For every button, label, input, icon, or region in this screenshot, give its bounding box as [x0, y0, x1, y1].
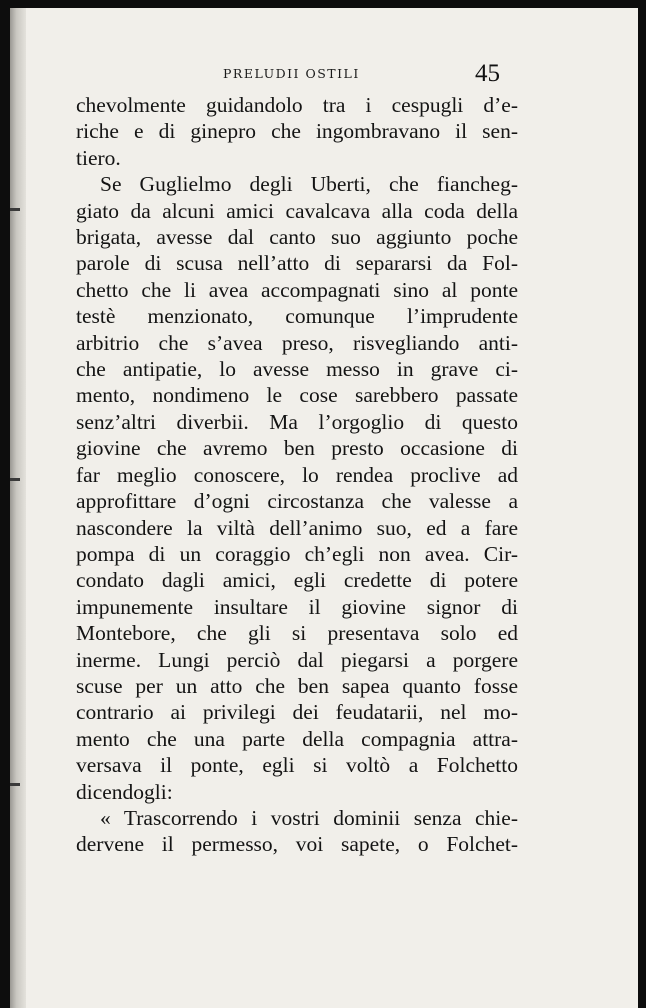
text-line: condato dagli amici, egli credette di potere — [76, 568, 518, 593]
text-line: approfittare d’ogni circostanza che valesse a — [76, 489, 518, 514]
text-line: inerme. Lungi perciò dal piegarsi a porgere — [76, 647, 518, 672]
text-line: che antipatie, lo avesse messo in grave ci- — [76, 357, 518, 382]
text-line: nascondere la viltà dell’animo suo, ed a fare — [76, 515, 518, 540]
text-line: impunemente insultare il giovine signor di — [76, 594, 518, 619]
text-line: contrario ai privilegi dei feudatarii, nel mo- — [76, 700, 518, 725]
binding-mark — [10, 208, 20, 211]
running-head: PRELUDII OSTILI — [223, 66, 360, 81]
binding-mark — [10, 478, 20, 481]
body-text — [76, 92, 518, 858]
text-line: far meglio conoscere, lo rendea proclive ad — [76, 462, 518, 487]
text-line: chevolmente guidandolo tra i cespugli d’e- — [76, 93, 518, 117]
text-line: giato da alcuni amici cavalcava alla coda della — [76, 198, 518, 223]
text-line: chetto che li avea accompagnati sino al ponte — [76, 277, 518, 302]
text-line: senz’altri diverbii. Ma l’orgoglio di questo — [76, 409, 518, 434]
text-line: tiero. — [76, 145, 121, 170]
text-line: dervene il permesso, voi sapete, o Folchet- — [76, 832, 518, 857]
text-line: mento, nondimeno le cose sarebbero passate — [76, 383, 518, 408]
text-line: versava il ponte, egli si voltò a Folchetto — [76, 753, 518, 778]
text-line: mento che una parte della compagnia attra- — [76, 726, 518, 751]
text-line: « Trascorrendo i vostri dominii senza chie- — [100, 805, 518, 830]
text-line: arbitrio che s’avea preso, risvegliando anti- — [76, 330, 518, 355]
text-line: riche e di ginepro che ingombravano il sen- — [76, 119, 518, 144]
text-line: testè menzionato, comunque l’imprudente — [76, 304, 518, 329]
text-line: giovine che avremo ben presto occasione di — [76, 436, 518, 461]
binding-mark — [10, 783, 20, 786]
page-binding-edge — [10, 8, 26, 1008]
text-line: Montebore, che gli si presentava solo ed — [76, 621, 518, 646]
text-line: parole di scusa nell’atto di separarsi da Fol- — [76, 251, 518, 276]
text-line: Se Guglielmo degli Uberti, che fiancheg- — [100, 172, 518, 197]
page-number: 45 — [475, 60, 500, 87]
text-line: pompa di un coraggio ch’egli non avea. Cir- — [76, 541, 518, 566]
text-line: scuse per un atto che ben sapea quanto fosse — [76, 673, 518, 698]
text-line: brigata, avesse dal canto suo aggiunto poche — [76, 225, 518, 250]
book-page — [10, 8, 638, 1008]
text-line: dicendogli: — [76, 779, 173, 804]
